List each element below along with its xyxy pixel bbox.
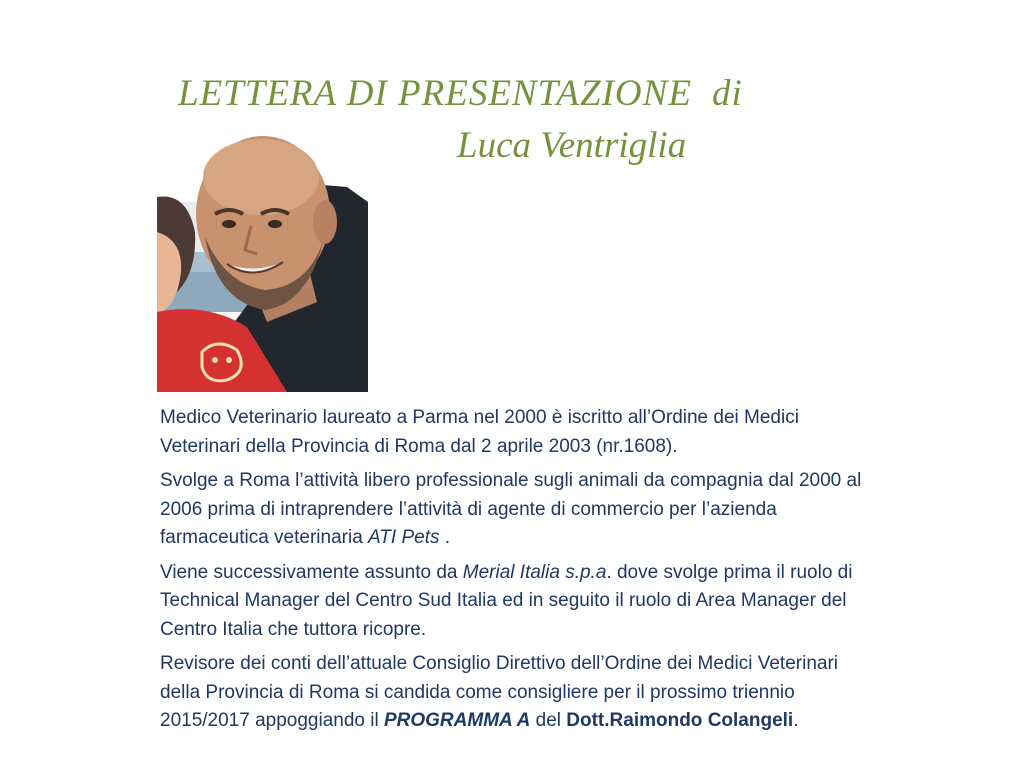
- company-merial: Merial Italia s.p.a: [462, 561, 607, 583]
- paragraph-2-text-a: Svolge a Roma l’attività libero professionale sugli animali da compagnia dal 2000 al 2006 prima di intraprendere l’attività di agente di commercio per l’azienda farmaceutica veterinaria: [160, 470, 862, 548]
- paragraph-4-text-b: del: [530, 710, 567, 731]
- paragraph-2-text-b: .: [439, 527, 451, 548]
- portrait-photo: [157, 122, 368, 392]
- title-suffix: di: [711, 73, 743, 114]
- company-ati-pets: ATI Pets: [368, 527, 440, 548]
- paragraph-4-text-c: .: [793, 710, 799, 731]
- paragraph-3-text-a: Viene successivamente assunto da: [160, 561, 463, 583]
- paragraph-1: Medico Veterinario laureato a Parma nel 2000 è iscritto all’Ordine dei Medici Veterinari della Provincia di Roma dal 2 aprile 2003 (nr.1608).: [160, 407, 799, 457]
- paragraph-4: [160, 650, 880, 736]
- title-main: LETTERA DI PRESENTAZIONE: [178, 73, 692, 114]
- program-name: PROGRAMMA A: [383, 710, 531, 731]
- doctor-name: Dott.Raimondo Colangeli: [566, 710, 794, 731]
- title-name: Luca Ventriglia: [457, 125, 687, 166]
- paragraph-4-text-a: Revisore dei conti dell’attuale Consiglio Direttivo dell’Ordine dei Medici Veterinari della Provincia di Roma si candida come consigliere per il prossimo triennio 2015/2017 appoggiando il: [160, 653, 838, 731]
- paragraph-3-text-b: . dove svolge prima il ruolo di Technical Manager del Centro Sud Italia ed in seguito il ruolo di Area Manager del Centro Italia che tuttora ricopre.: [160, 561, 853, 640]
- title-line-1: [178, 72, 743, 115]
- body-text: [160, 404, 880, 742]
- paragraph-3: [160, 559, 880, 645]
- paragraph-2: [160, 467, 880, 553]
